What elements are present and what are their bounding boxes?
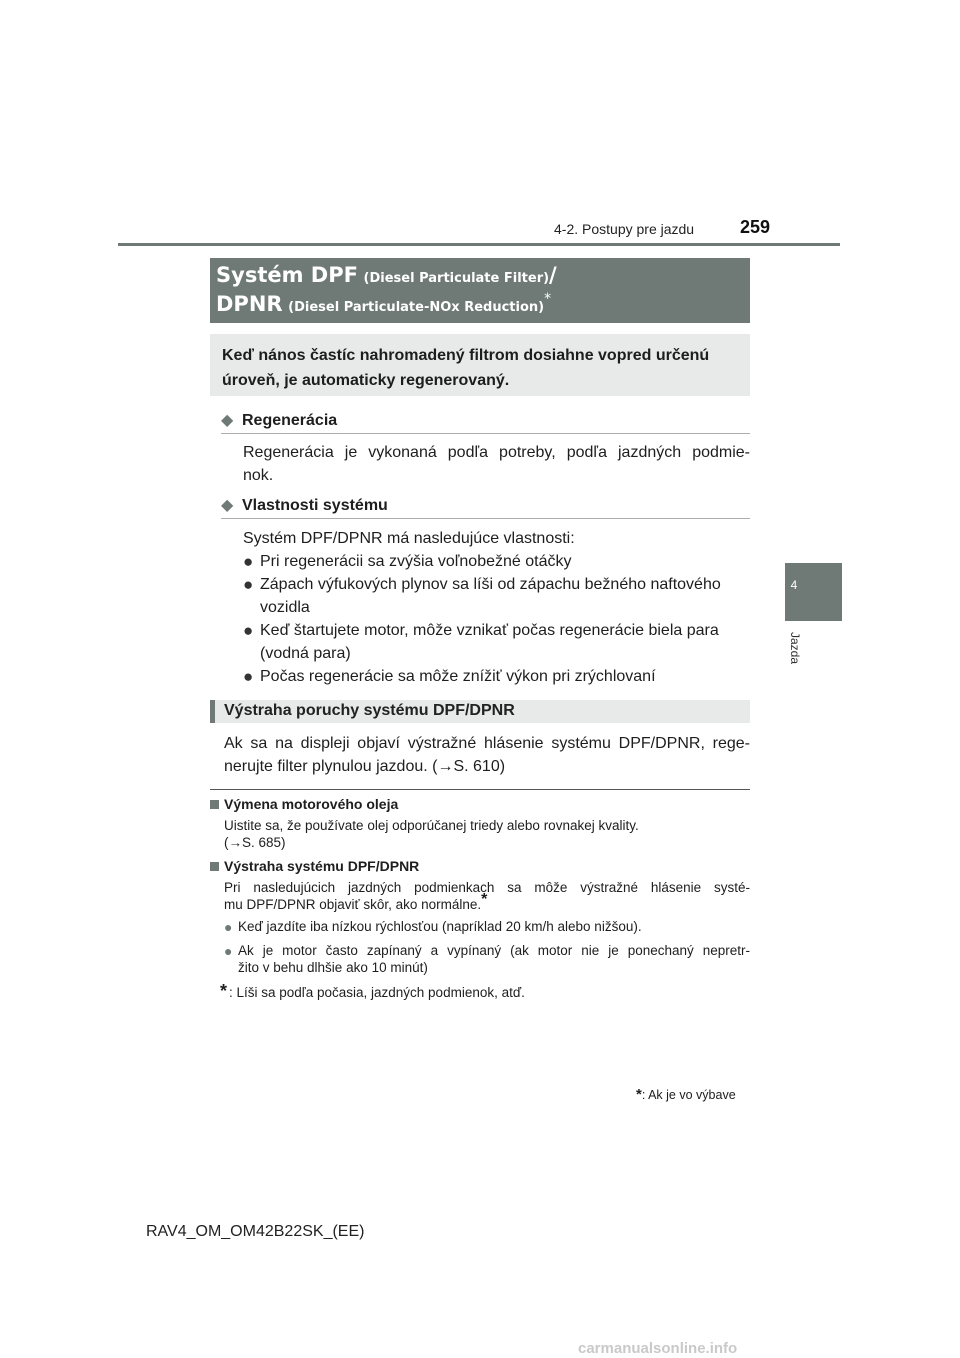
intro-text: Keď nános častíc nahromadený filtrom dosiahne vopred určenú úroveň, je automaticky regenerovaný. [222, 347, 710, 389]
title-main-2: DPNR [216, 292, 283, 316]
note-oil-line-2: (→S. 685) [224, 835, 286, 850]
title-block [210, 258, 750, 323]
warning-text-2: nerujte filter plynulou jazdou. (→S. 610) [224, 758, 506, 775]
footnote2-star: * [636, 1086, 642, 1103]
header-rule [118, 243, 840, 246]
regeneration-text-2: nok. [243, 467, 274, 484]
chapter-label: Jazda [788, 632, 802, 665]
footnote-text: : Líši sa podľa počasia, jazdných podmienok, atď. [229, 985, 525, 1000]
note-dpf-title: Výstraha systému DPF/DPNR [224, 858, 420, 874]
title-line-1 [216, 263, 557, 287]
note-dpf-line-1: Pri nasledujúcich jazdných podmienkach sa môže výstražné hlásenie systé- [224, 880, 750, 895]
title-main-1: Systém DPF [216, 263, 358, 287]
property-bullet-3: Keď štartujete motor, môže vznikať počas regenerácie biela para [260, 622, 719, 639]
property-bullet-3-cont: (vodná para) [260, 645, 351, 662]
subhead-properties [221, 496, 750, 519]
title-sub-1: (Diesel Particulate Filter) [363, 271, 550, 286]
diamond-icon: ◆ [221, 412, 234, 429]
note-oil-title: Výmena motorového oleja [224, 796, 399, 812]
note-dpf-line-2-wrap [224, 891, 750, 913]
property-bullet-2: Zápach výfukových plynov sa líši od zápachu bežného naftového [260, 576, 721, 593]
note-oil-line-1: Uistite sa, že používate olej odporúčanej triedy alebo rovnakej kvality. [224, 818, 639, 833]
properties-intro: Systém DPF/DPNR má nasledujúce vlastnosti: [243, 530, 575, 547]
property-bullet-1: Pri regenerácii sa zvýšia voľnobežné otáčky [260, 553, 572, 570]
availability-footnote [636, 1086, 736, 1103]
note-dpf-bullet-2: Ak je motor často zapínaný a vypínaný (ak motor nie je ponechaný nepretr- [238, 943, 750, 958]
footnote-star: * [220, 981, 228, 1001]
square-bullet-icon [210, 862, 219, 871]
document-code: RAV4_OM_OM42B22SK_(EE) [146, 1223, 365, 1240]
warning-text-1: Ak sa na displeji objaví výstražné hlásenie systému DPF/DPNR, rege- [224, 735, 750, 752]
title-asterisk: * [544, 291, 552, 307]
title-slash: / [549, 263, 557, 287]
asterisk-marker: * [481, 891, 488, 908]
note-dpf-bullet-1: Keď jazdíte iba nízkou rýchlosťou (napríklad 20 km/h alebo nižšou). [238, 919, 642, 934]
title-line-2 [216, 291, 551, 316]
bullet-icon: ● [243, 621, 254, 640]
subhead-regeneration [221, 411, 750, 434]
subhead-properties-label: Vlastnosti systému [242, 497, 388, 514]
bullet-icon: ● [224, 943, 233, 959]
watermark: carmanualsonline.info [578, 1340, 738, 1357]
warning-heading: Výstraha poruchy systému DPF/DPNR [224, 702, 515, 719]
page-number: 259 [740, 217, 771, 237]
title-sub-2: (Diesel Particulate-NOx Reduction) [288, 300, 545, 315]
notes-separator [210, 789, 750, 790]
regeneration-text-1: Regenerácia je vykonaná podľa potreby, podľa jazdných podmie- [243, 444, 750, 461]
bullet-icon: ● [243, 575, 254, 594]
note-dpf-bullet-2-cont: žito v behu dlhšie ako 10 minút) [238, 960, 428, 975]
chapter-number: 4 [790, 578, 798, 592]
diamond-icon: ◆ [221, 497, 234, 514]
intro-box [210, 334, 750, 396]
section-title: 4-2. Postupy pre jazdu [554, 221, 695, 237]
warning-heading-bar [210, 700, 750, 723]
chapter-tab [785, 563, 842, 621]
bullet-icon: ● [224, 919, 233, 935]
note-dpf-line-2: mu DPF/DPNR objaviť skôr, ako normálne. [224, 897, 482, 912]
property-bullet-4: Počas regenerácie sa môže znížiť výkon pri zrýchlovaní [260, 668, 656, 685]
footnote2-text: : Ak je vo výbave [641, 1088, 736, 1102]
square-bullet-icon [210, 800, 219, 809]
bullet-icon: ● [243, 667, 254, 686]
property-bullet-2-cont: vozidla [260, 599, 310, 616]
subhead-regeneration-label: Regenerácia [242, 412, 338, 429]
bullet-icon: ● [243, 552, 254, 571]
